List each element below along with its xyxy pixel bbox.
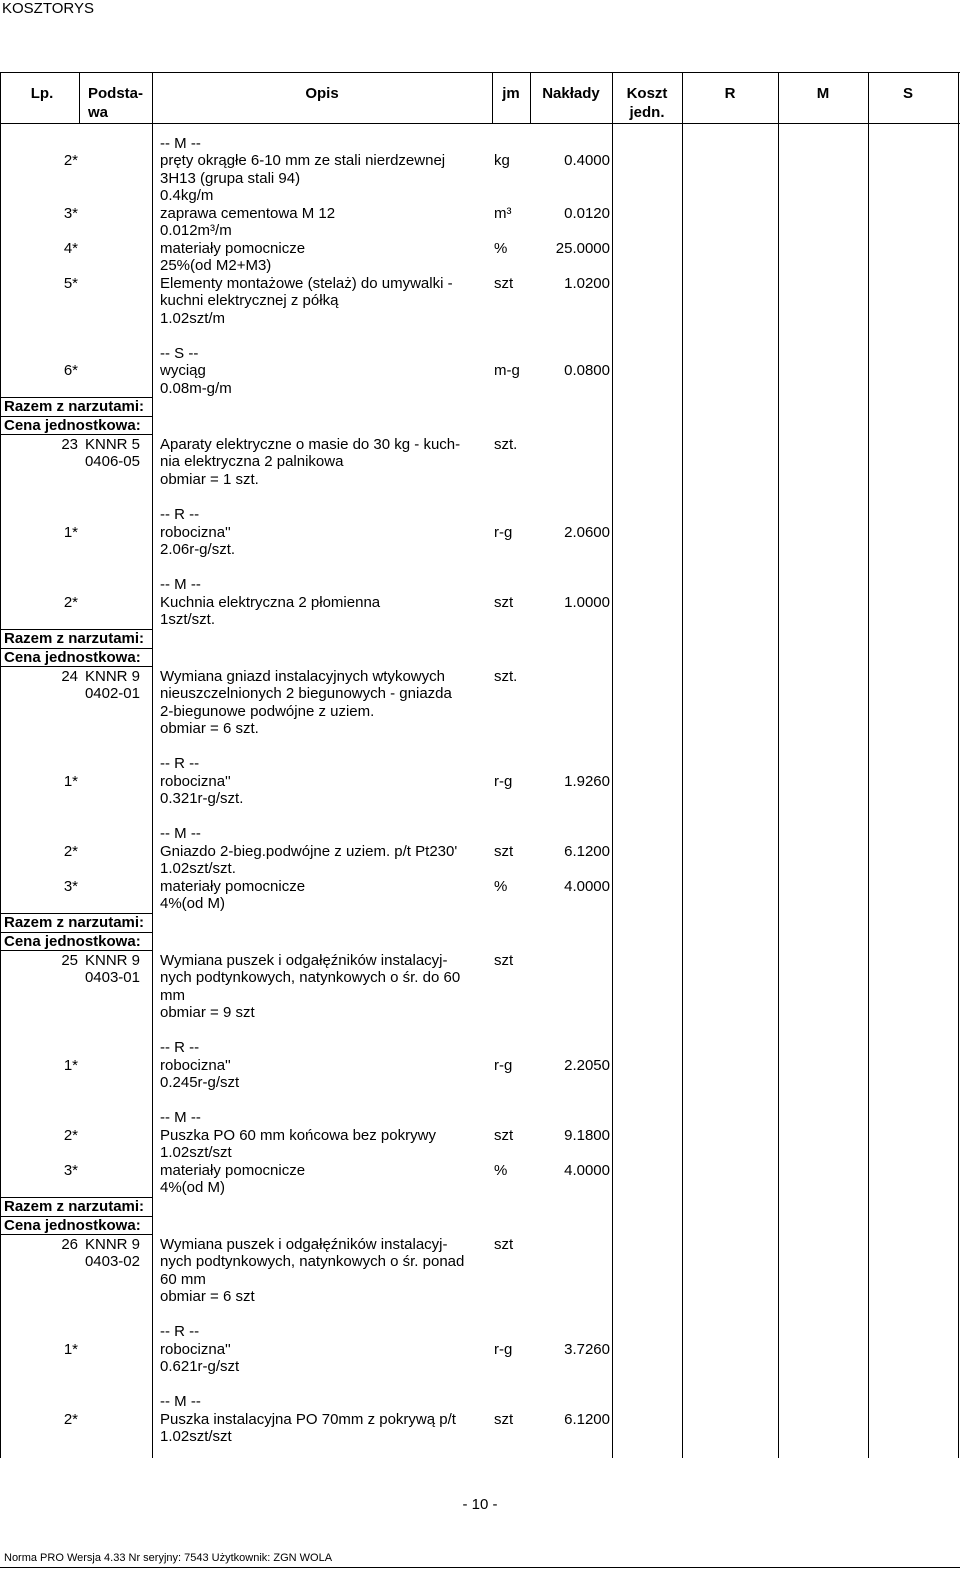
summary-rule-bottom [0, 1234, 152, 1235]
line-podstawa: 0402-01 [84, 685, 140, 702]
line-naklad: 6.1200 [564, 1411, 610, 1428]
line-desc: 0.4kg/m [160, 187, 214, 204]
header-s: S [902, 85, 913, 102]
line-lp: 1* [63, 1057, 78, 1074]
line-lp: 5* [63, 275, 78, 292]
line-lp: 23 [61, 436, 78, 453]
line-desc: 0.245r-g/szt [160, 1074, 240, 1091]
line-naklad: 1.0000 [564, 594, 610, 611]
header-jm: jm [502, 85, 520, 102]
line-jm: m³ [494, 205, 512, 222]
line-desc: Wymiana puszek i odgałęźników instalacyj- [160, 952, 448, 969]
header-lp: Lp. [30, 85, 54, 102]
line-jm: szt [494, 594, 514, 611]
line-jm: szt [494, 1236, 514, 1253]
header-bottom-rule [0, 123, 960, 124]
line-desc: 0.621r-g/szt [160, 1358, 240, 1375]
rule-lp [79, 72, 80, 124]
line-lp: 3* [63, 1162, 78, 1179]
line-desc: -- M -- [160, 1109, 201, 1126]
line-podstawa: KNNR 9 [84, 1236, 140, 1253]
line-naklad: 0.0800 [564, 362, 610, 379]
header-m: M [816, 85, 830, 102]
razem-z-narzutami: Razem z narzutami: [4, 630, 145, 647]
rule-podstawa [152, 72, 153, 1458]
line-desc: 0.321r-g/szt. [160, 790, 244, 807]
header-podstawa-line2: wa [88, 104, 109, 121]
line-desc: -- R -- [160, 755, 200, 772]
summary-rule-bottom [0, 666, 152, 667]
line-desc: -- R -- [160, 1039, 200, 1056]
line-lp: 1* [63, 1341, 78, 1358]
line-jm: r-g [494, 773, 513, 790]
line-lp: 3* [63, 878, 78, 895]
line-desc: pręty okrągłe 6-10 mm ze stali nierdzewnej [160, 152, 446, 169]
line-desc: -- R -- [160, 506, 200, 523]
line-jm: szt. [494, 668, 518, 685]
line-desc: -- M -- [160, 135, 201, 152]
line-jm: r-g [494, 1341, 513, 1358]
line-lp: 2* [63, 1127, 78, 1144]
rule-right [958, 72, 959, 1458]
line-desc: mm [160, 987, 185, 1004]
line-desc: Wymiana gniazd instalacyjnych wtykowych [160, 668, 445, 685]
line-desc: -- R -- [160, 1323, 200, 1340]
line-naklad: 4.0000 [564, 1162, 610, 1179]
line-naklad: 25.0000 [555, 240, 610, 257]
header-koszt-line2: jedn. [629, 104, 665, 121]
line-naklad: 4.0000 [564, 878, 610, 895]
cena-jednostkowa: Cena jednostkowa: [4, 933, 141, 950]
line-jm: szt [494, 843, 514, 860]
line-desc: obmiar = 6 szt. [160, 720, 259, 737]
line-lp: 1* [63, 773, 78, 790]
line-desc: materiały pomocnicze [160, 1162, 306, 1179]
line-podstawa: KNNR 5 [84, 436, 140, 453]
line-podstawa: KNNR 9 [84, 668, 140, 685]
line-desc: 2.06r-g/szt. [160, 541, 236, 558]
line-jm: szt [494, 275, 514, 292]
line-desc: -- M -- [160, 825, 201, 842]
line-jm: % [494, 240, 508, 257]
line-lp: 4* [63, 240, 78, 257]
line-desc: obmiar = 6 szt [160, 1288, 255, 1305]
line-naklad: 0.0120 [564, 205, 610, 222]
header-koszt-line1: Koszt [626, 85, 668, 102]
line-desc: nych podtynkowych, natynkowych o śr. ponad [160, 1253, 465, 1270]
line-desc: -- S -- [160, 345, 199, 362]
razem-z-narzutami: Razem z narzutami: [4, 1198, 145, 1215]
line-jm: r-g [494, 1057, 513, 1074]
line-lp: 24 [61, 668, 78, 685]
line-jm: szt [494, 1411, 514, 1428]
summary-rule-bottom [0, 434, 152, 435]
line-lp: 2* [63, 843, 78, 860]
line-desc: zaprawa cementowa M 12 [160, 205, 336, 222]
line-desc: 1.02szt/m [160, 310, 226, 327]
line-jm: r-g [494, 524, 513, 541]
line-lp: 26 [61, 1236, 78, 1253]
rule-jm [530, 72, 531, 124]
line-desc: materiały pomocnicze [160, 240, 306, 257]
line-desc: kuchni elektrycznej z półką [160, 292, 339, 309]
line-desc: 3H13 (grupa stali 94) [160, 170, 301, 187]
header-podstawa [82, 84, 158, 122]
line-jm: kg [494, 152, 510, 169]
cena-jednostkowa: Cena jednostkowa: [4, 417, 141, 434]
line-desc: nieuszczelnionych 2 biegunowych - gniazda [160, 685, 452, 702]
line-naklad: 2.0600 [564, 524, 610, 541]
line-desc: obmiar = 1 szt. [160, 471, 259, 488]
line-lp: 1* [63, 524, 78, 541]
line-desc: -- M -- [160, 1393, 201, 1410]
line-naklad: 0.4000 [564, 152, 610, 169]
header-podstawa-line1: Podsta- [88, 85, 144, 102]
line-desc: 0.012m³/m [160, 222, 232, 239]
line-lp: 2* [63, 594, 78, 611]
line-desc: obmiar = 9 szt [160, 1004, 255, 1021]
line-lp: 6* [63, 362, 78, 379]
line-desc: -- M -- [160, 576, 201, 593]
rule-m [868, 72, 869, 1458]
summary-rule-bottom [0, 950, 152, 951]
line-desc: wyciąg [160, 362, 206, 379]
rule-koszt [682, 72, 683, 1458]
line-desc: materiały pomocnicze [160, 878, 306, 895]
line-naklad: 1.0200 [564, 275, 610, 292]
header-r: R [724, 85, 736, 102]
line-desc: Puszka instalacyjna PO 70mm z pokrywą p/t [160, 1411, 456, 1428]
line-lp: 2* [63, 152, 78, 169]
rule-left [0, 72, 1, 1458]
cena-jednostkowa: Cena jednostkowa: [4, 1217, 141, 1234]
line-desc: 60 mm [160, 1271, 206, 1288]
header-opis: Opis [305, 85, 339, 102]
page-number: - 10 - [462, 1496, 498, 1513]
line-desc: robocizna'' [160, 524, 231, 541]
document-title: KOSZTORYS [2, 0, 94, 17]
line-desc: robocizna'' [160, 1057, 231, 1074]
line-desc: 2-biegunowe podwójne z uziem. [160, 703, 375, 720]
header-koszt [612, 84, 682, 122]
line-podstawa: 0403-01 [84, 969, 140, 986]
line-podstawa: 0406-05 [84, 453, 140, 470]
line-jm: % [494, 878, 508, 895]
line-podstawa: KNNR 9 [84, 952, 140, 969]
line-desc: Puszka PO 60 mm końcowa bez pokrywy [160, 1127, 436, 1144]
line-desc: Aparaty elektryczne o masie do 30 kg - kuch- [160, 436, 461, 453]
rule-opis [492, 72, 493, 124]
line-naklad: 9.1800 [564, 1127, 610, 1144]
line-desc: 25%(od M2+M3) [160, 257, 272, 274]
line-desc: Kuchnia elektryczna 2 płomienna [160, 594, 381, 611]
rule-r [778, 72, 779, 1458]
razem-z-narzutami: Razem z narzutami: [4, 914, 145, 931]
line-desc: Gniazdo 2-bieg.podwójne z uziem. p/t Pt230' [160, 843, 458, 860]
line-podstawa: 0403-02 [84, 1253, 140, 1270]
line-desc: 0.08m-g/m [160, 380, 232, 397]
line-desc: 4%(od M) [160, 1179, 226, 1196]
line-jm: m-g [494, 362, 520, 379]
line-desc: robocizna'' [160, 773, 231, 790]
line-jm: % [494, 1162, 508, 1179]
line-naklad: 2.2050 [564, 1057, 610, 1074]
line-lp: 25 [61, 952, 78, 969]
line-desc: 1.02szt/szt [160, 1428, 232, 1445]
line-naklad: 3.7260 [564, 1341, 610, 1358]
line-desc: Wymiana puszek i odgałęźników instalacyj- [160, 1236, 448, 1253]
line-desc: 1.02szt/szt. [160, 860, 236, 877]
footer-info: Norma PRO Wersja 4.33 Nr seryjny: 7543 Użytkownik: ZGN WOLA [4, 1552, 333, 1564]
rule-naklady [612, 72, 613, 1458]
line-jm: szt [494, 1127, 514, 1144]
line-lp: 3* [63, 205, 78, 222]
line-desc: robocizna'' [160, 1341, 231, 1358]
cena-jednostkowa: Cena jednostkowa: [4, 649, 141, 666]
footer-rule [0, 1567, 960, 1568]
line-desc: nych podtynkowych, natynkowych o śr. do 60 [160, 969, 461, 986]
line-jm: szt [494, 952, 514, 969]
line-naklad: 6.1200 [564, 843, 610, 860]
header-naklady: Nakłady [542, 85, 600, 102]
line-desc: 1szt/szt. [160, 611, 216, 628]
line-desc: Elementy montażowe (stelaż) do umywalki - [160, 275, 453, 292]
line-naklad: 1.9260 [564, 773, 610, 790]
razem-z-narzutami: Razem z narzutami: [4, 398, 145, 415]
line-lp: 2* [63, 1411, 78, 1428]
header-top-rule [0, 72, 960, 73]
line-desc: 1.02szt/szt [160, 1144, 232, 1161]
line-desc: 4%(od M) [160, 895, 226, 912]
line-jm: szt. [494, 436, 518, 453]
line-desc: nia elektryczna 2 palnikowa [160, 453, 344, 470]
